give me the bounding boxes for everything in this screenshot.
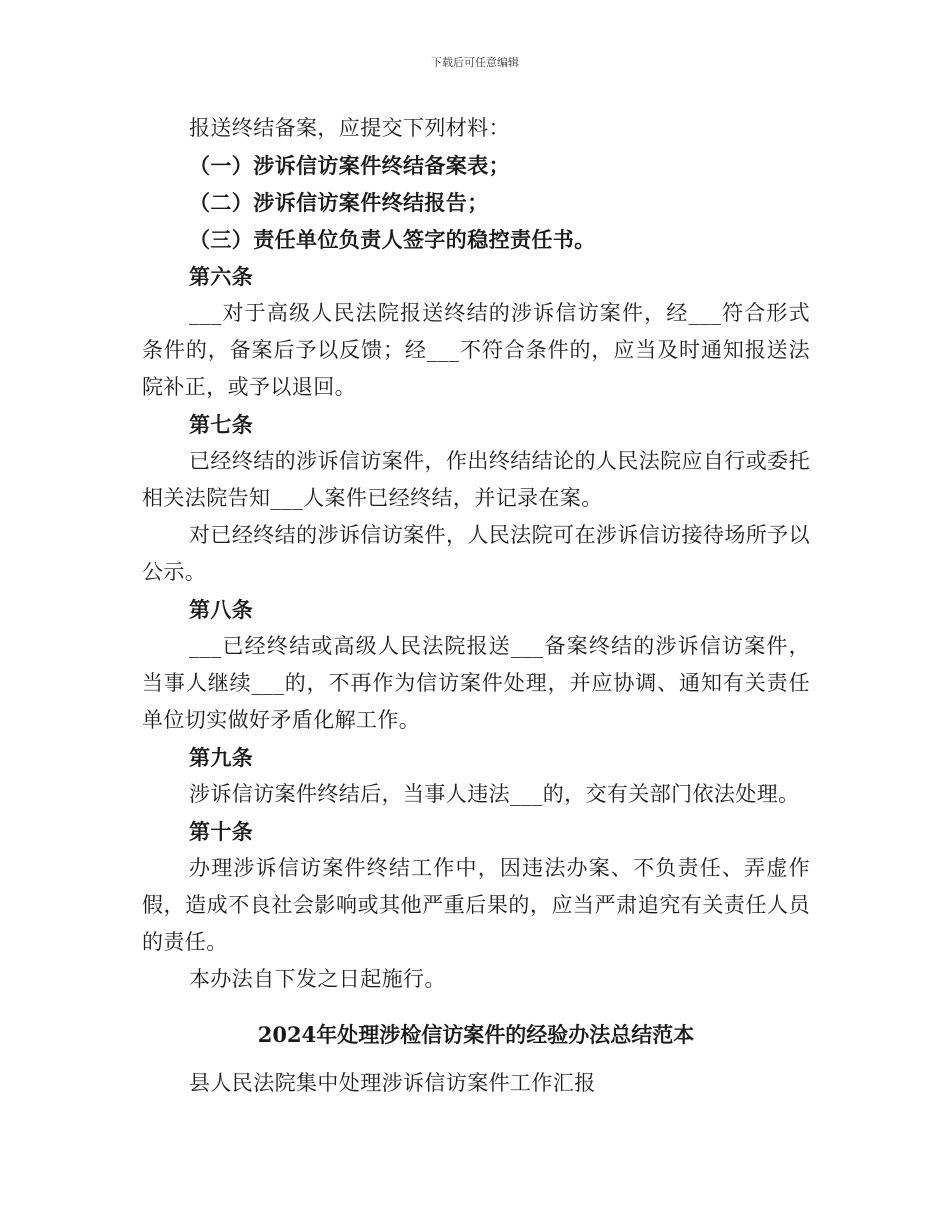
report-title-line: 县人民法院集中处理涉诉信访案件工作汇报 <box>189 1071 596 1095</box>
section-title: 2024年处理涉检信访案件的经验办法总结范本 <box>257 1022 695 1047</box>
article-7-text-2: 对已经终结的涉诉信访案件，人民法院可在涉诉信访接待场所予以公示。 <box>142 523 810 584</box>
article-7-heading: 第七条 <box>189 412 254 437</box>
article-8-text: ___已经终结或高级人民法院报送___备案终结的涉诉信访案件，当事人继续___的，不再作为信访案件处理，并应协调、通知有关责任单位切实做好矛盾化解工作。 <box>142 634 810 732</box>
article-7-text-1: 已经终结的涉诉信访案件，作出终结结论的人民法院应自行或委托相关法院告知___人案件已经终结，并记录在案。 <box>142 449 810 510</box>
effective-date-text: 本办法自下发之日起施行。 <box>189 967 446 991</box>
article-6-heading: 第六条 <box>189 264 254 289</box>
article-10-text: 办理涉诉信访案件终结工作中，因违法办案、不负责任、弄虚作假，造成不良社会影响或其他严重后果的，应当严肃追究有关责任人员的责任。 <box>142 856 810 954</box>
list-item-2: （二）涉诉信访案件终结报告； <box>189 190 489 215</box>
list-item-3: （三）责任单位负责人签字的稳控责任书。 <box>189 227 596 252</box>
document-body <box>142 110 810 1102</box>
article-9-text: 涉诉信访案件终结后，当事人违法___的，交有关部门依法处理。 <box>189 782 800 806</box>
article-6-text: ___对于高级人民法院报送终结的涉诉信访案件，经___符合形式条件的，备案后予以反馈；经___不符合条件的，应当及时通知报送法院补正，或予以退回。 <box>142 301 810 399</box>
page-header: 下载后可任意编辑 <box>431 56 519 69</box>
list-item-1: （一）涉诉信访案件终结备案表； <box>189 153 510 178</box>
article-9-heading: 第九条 <box>189 745 254 770</box>
paragraph-materials-intro: 报送终结备案，应提交下列材料： <box>189 116 510 140</box>
article-10-heading: 第十条 <box>189 819 254 844</box>
article-8-heading: 第八条 <box>189 597 254 622</box>
